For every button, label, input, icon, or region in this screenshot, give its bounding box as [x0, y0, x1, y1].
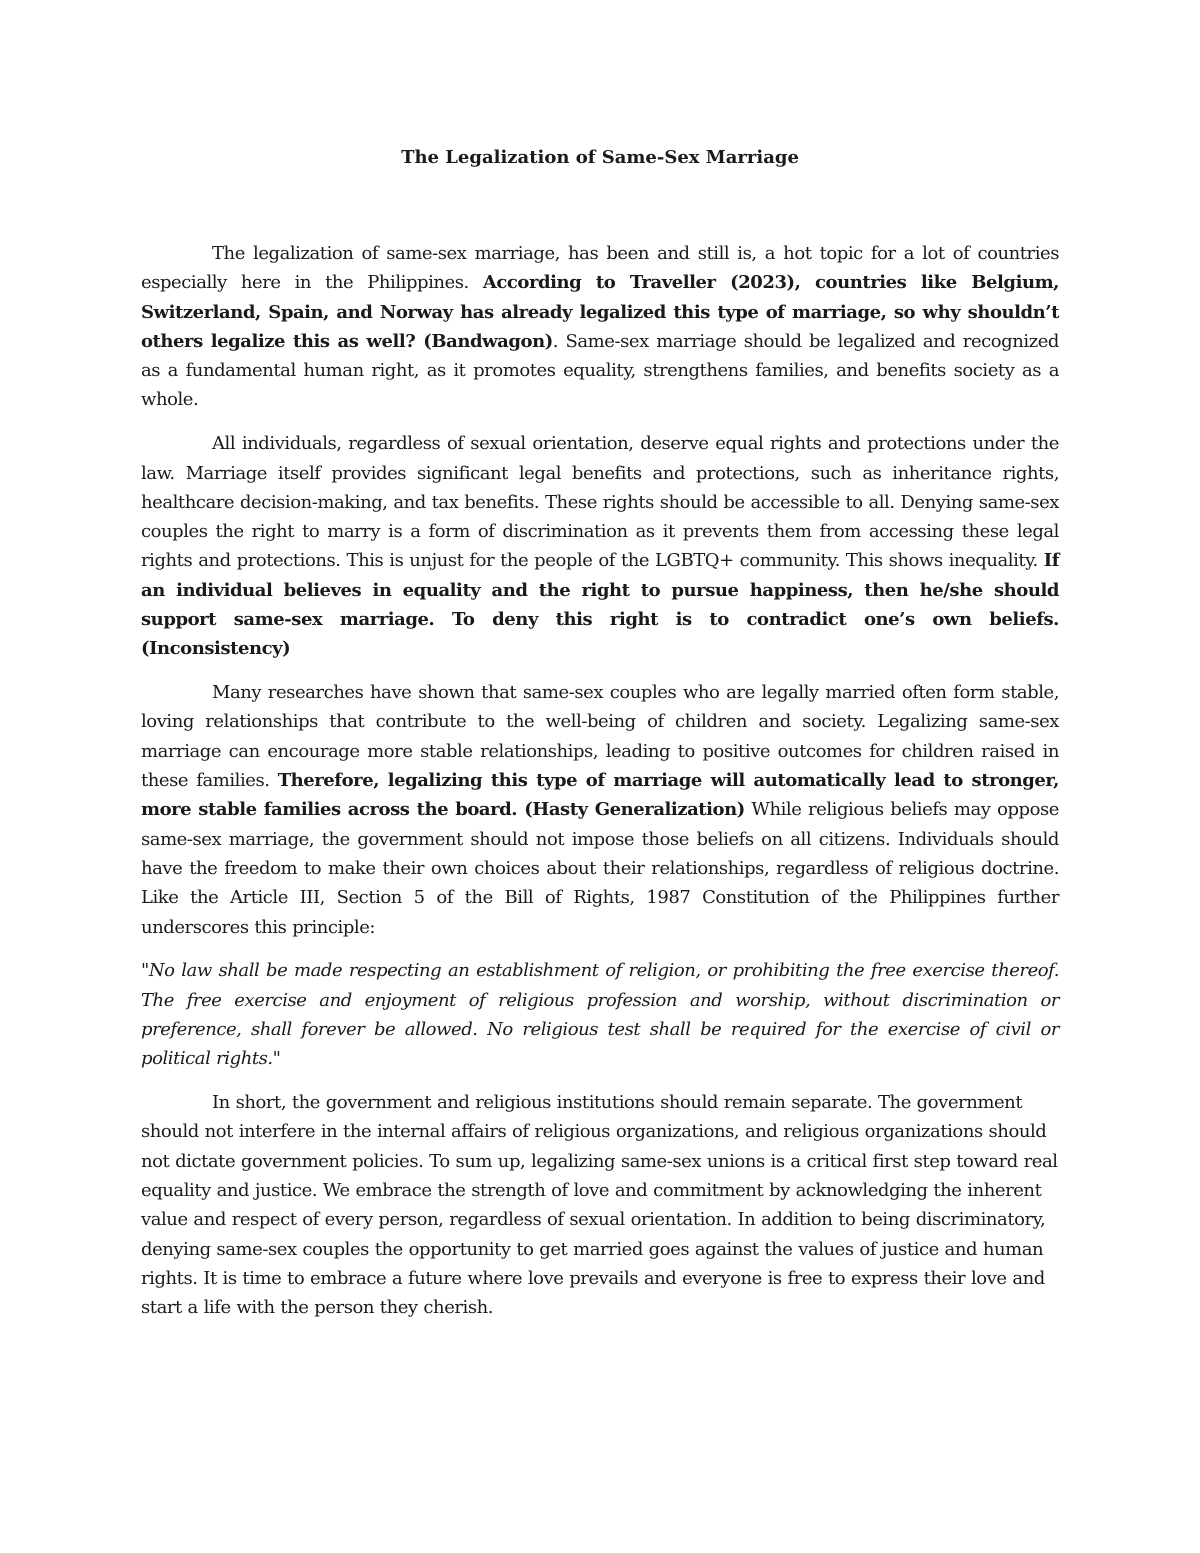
paragraph-2 [141, 429, 1059, 663]
constitution-quote: "No law shall be made respecting an establishment of religion, or prohibiting the free exercise thereof. The free exercise and enjoyment of religious profession and worship, without discrimination or preference, shall forever be allowed. No religious test shall be required for the exercise of civil or political rights." [141, 960, 1059, 1070]
paragraph-1-bold-claim: According to Traveller (2023), countries like Belgium, Switzerland, Spain, and Norway has already legalized this type of marriage, so why shouldn’t others legalize this as well? (Bandwagon) [141, 272, 1059, 352]
paragraph-4: In short, the government and religious institutions should remain separate. The government should not interfere in the internal affairs of religious organizations, and religious organizations should not dictate government policies. To sum up, legalizing same-sex unions is a critical first step toward real equality and justice. We embrace the strength of love and commitment by acknowledging the inherent value and respect of every person, regardless of sexual orientation. In addition to being discriminatory, denying same-sex couples the opportunity to get married goes against the values of justice and human rights. It is time to embrace a future where love prevails and everyone is free to express their love and start a life with the person they cherish. [141, 1092, 1058, 1319]
paragraph-3-text: Many researches have shown that same-sex couples who are legally married often form stable, loving relationships that contribute to the well-being of children and society. Legalizing same-sex marriage can encourage more stable relationships, leading to positive outcomes for children raised in these families. [141, 682, 1059, 792]
paragraph-3-text-end: While religious beliefs may oppose same-sex marriage, the government should not impose those beliefs on all citizens. Individuals should have the freedom to make their own choices about their relationships, regardless of religious doctrine. Like the Article III, Section 5 of the Bill of Rights, 1987 Constitution of the Philippines further underscores this principle: [141, 799, 1059, 938]
paragraph-2-text: All individuals, regardless of sexual orientation, deserve equal rights and protections under the law. Marriage itself provides significant legal benefits and protections, such as inheritance rights, healthcare decision-making, and tax benefits. These rights should be accessible to all. Denying same-sex couples the right to marry is a form of discrimination as it prevents them from accessing these legal rights and protections. This is unjust for the people of the LGBTQ+ community. This shows inequality. [141, 433, 1059, 572]
paragraph-3 [141, 678, 1059, 942]
document-title: The Legalization of Same-Sex Marriage [401, 147, 799, 168]
paragraph-3-bold-claim: Therefore, legalizing this type of marriage will automatically lead to stronger, more stable families across the board. (Hasty Generalization) [141, 770, 1059, 821]
paragraph-2-bold-claim: If an individual believes in equality and the right to pursue happiness, then he/she should support same-sex marriage. To deny this right is to contradict one’s own beliefs. (Inconsistency) [141, 550, 1059, 660]
paragraph-1 [141, 239, 1059, 415]
paragraph-1-text-end: . Same-sex marriage should be legalized and recognized as a fundamental human right, as it promotes equality, strengthens families, and benefits society as a whole. [141, 330, 1059, 411]
paragraph-1-text: The legalization of same-sex marriage, has been and still is, a hot topic for a lot of countries especially here in the Philippines. [141, 243, 1059, 294]
document-body [141, 239, 1059, 1337]
